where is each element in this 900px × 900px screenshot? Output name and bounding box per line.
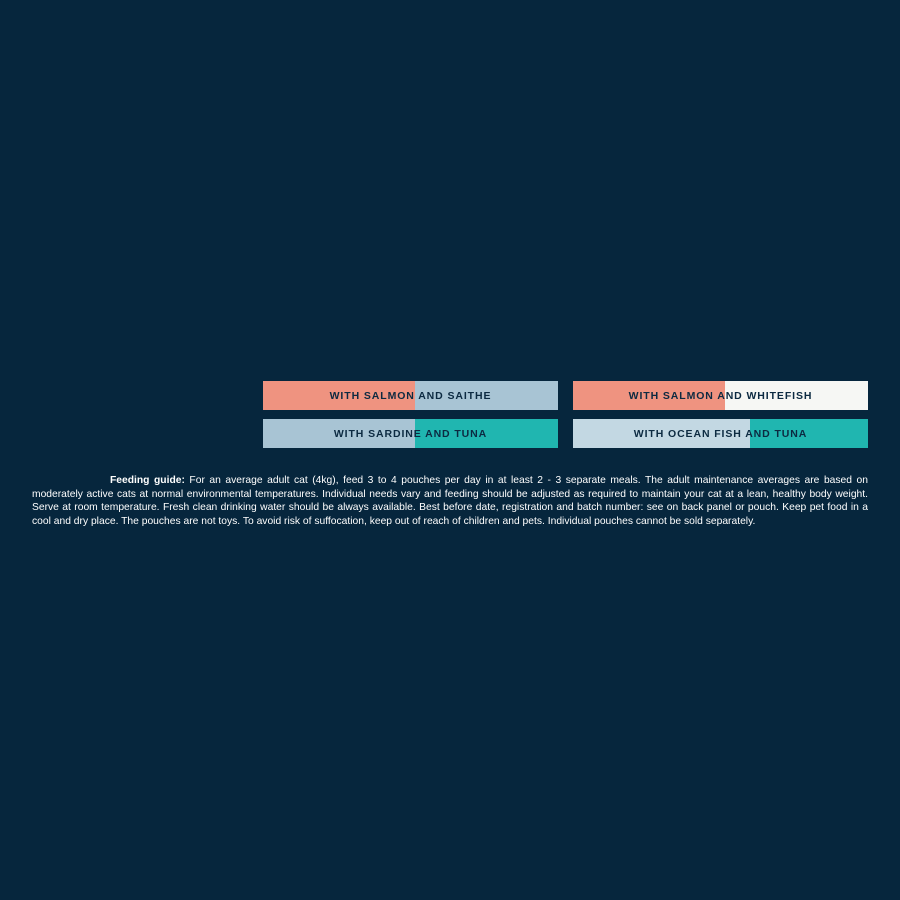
variant-salmon-whitefish [573, 381, 868, 410]
feeding-guide-heading: Feeding guide: [110, 475, 185, 487]
variant-ocean-fish-tuna [573, 419, 868, 448]
feeding-guide-paragraph [32, 474, 868, 528]
variant-sardine-tuna [263, 419, 558, 448]
feeding-guide-body: For an average adult cat (4kg), feed 3 to 4 pouches per day in at least 2 - 3 separate meals. The adult maintenance averages are based on moderately active cats at normal environmental temperatures. Individual needs vary and feeding should be adjusted as required to maintain your cat at a lean, healthy body weight. Serve at room temperature. Fresh clean drinking water should be always available. Best before date, registration and batch number: see on back panel or pouch. Keep pet food in a cool and dry place. The pouches are not toys. To avoid risk of suffocation, keep out of reach of children and pets. Individual pouches cannot be sold separately. [32, 475, 868, 528]
variant-label: WITH SALMON AND SAITHE [329, 389, 492, 402]
variant-label: WITH OCEAN FISH AND TUNA [633, 427, 808, 440]
variant-band-list [263, 381, 868, 448]
variant-label: WITH SARDINE AND TUNA [333, 427, 488, 440]
variant-label: WITH SALMON AND WHITEFISH [628, 389, 813, 402]
variant-salmon-saithe [263, 381, 558, 410]
